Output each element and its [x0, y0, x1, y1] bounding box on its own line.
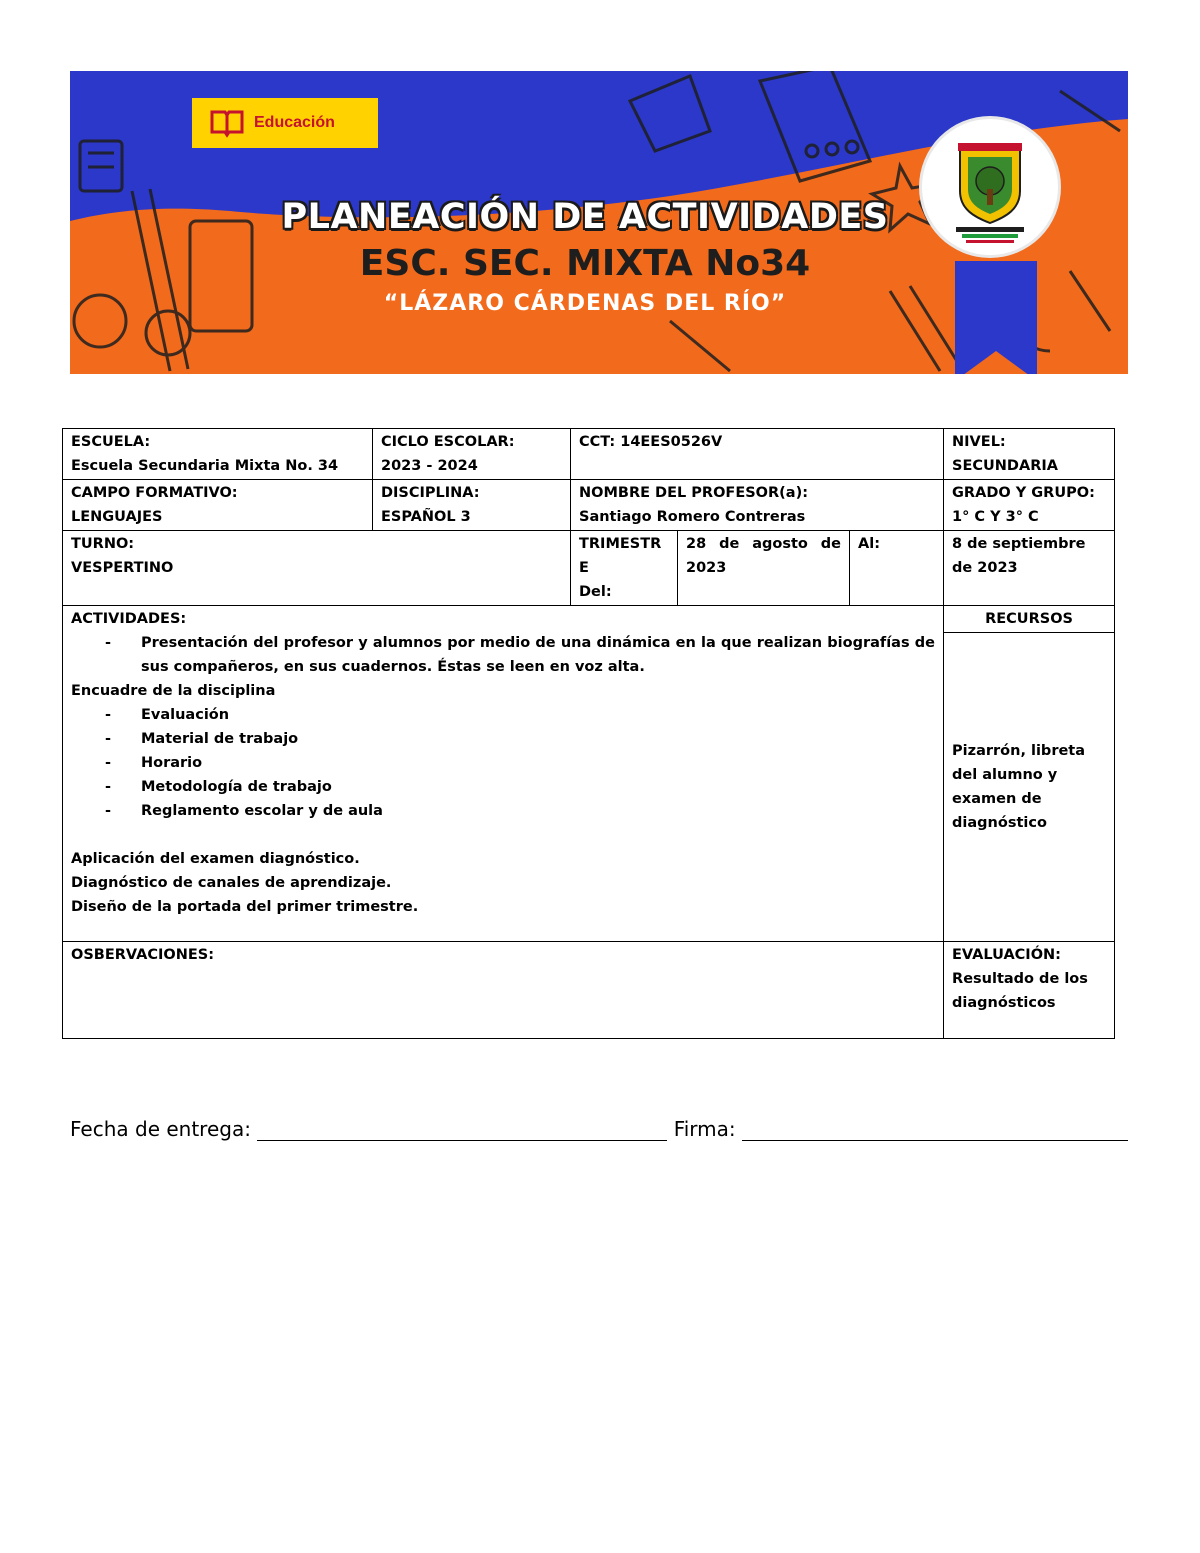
observaciones-label: OSBERVACIONES:: [71, 947, 214, 963]
educacion-badge-label: Educación: [254, 114, 335, 131]
list-item: - Presentación del profesor y alumnos por medio de una dinámica en la que realizan biografías de sus compañeros, en sus cuadernos. Éstas se leen en voz alta.: [71, 631, 935, 679]
trimestre-label-line2: E: [579, 560, 589, 576]
ciclo-label: CICLO ESCOLAR:: [381, 434, 515, 450]
disciplina-label: DISCIPLINA:: [381, 485, 480, 501]
cct-cell: [571, 429, 944, 480]
table-row: [63, 480, 1115, 531]
nivel-cell: [944, 429, 1115, 480]
campo-label: CAMPO FORMATIVO:: [71, 485, 238, 501]
trimestre-label-line1: TRIMESTR: [579, 536, 662, 552]
al-label: Al:: [858, 536, 880, 552]
recursos-label: RECURSOS: [985, 611, 1073, 627]
grado-value: 1° C Y 3° C: [952, 509, 1039, 525]
activity-line: Aplicación del examen diagnóstico.: [71, 851, 360, 867]
campo-value: LENGUAJES: [71, 509, 163, 525]
encuadre-heading: Encuadre de la disciplina: [71, 683, 276, 699]
escuela-label: ESCUELA:: [71, 434, 151, 450]
ciclo-cell: [373, 429, 571, 480]
evaluacion-label: EVALUACIÓN:: [952, 947, 1061, 963]
planning-table: [62, 428, 1115, 1039]
seal-ribbon: [955, 261, 1037, 374]
intro-list: [71, 631, 935, 679]
del-label: Del:: [579, 584, 612, 600]
recursos-cell: [944, 633, 1115, 942]
banner-school-name: ESC. SEC. MIXTA No34: [359, 243, 811, 284]
list-item: - Reglamento escolar y de aula: [71, 799, 935, 823]
recursos-value: Pizarrón, libreta del alumno y examen de diagnóstico: [952, 743, 1086, 831]
profesor-label: NOMBRE DEL PROFESOR(a):: [579, 485, 808, 501]
escuela-value: Escuela Secundaria Mixta No. 34: [71, 458, 339, 474]
educacion-badge: [192, 98, 378, 148]
escuela-cell: [63, 429, 373, 480]
turno-label: TURNO:: [71, 536, 135, 552]
firma-line[interactable]: [742, 1118, 1128, 1141]
al-date-value: 8 de septiembre de 2023: [952, 536, 1086, 576]
evaluacion-cell: [944, 942, 1115, 1039]
nivel-label: NIVEL:: [952, 434, 1006, 450]
disciplina-value: ESPAÑOL 3: [381, 509, 471, 525]
del-date-cell: [678, 531, 850, 606]
ciclo-value: 2023 - 2024: [381, 458, 478, 474]
banner-title: PLANEACIÓN DE ACTIVIDADES: [281, 197, 889, 237]
turno-value: VESPERTINO: [71, 560, 174, 576]
table-row: [63, 531, 1115, 606]
turno-cell: [63, 531, 571, 606]
profesor-cell: [571, 480, 944, 531]
del-date-value: 28 de agosto de 2023: [686, 536, 841, 576]
activity-line: Diagnóstico de canales de aprendizaje.: [71, 875, 392, 891]
cct-value: CCT: 14EES0526V: [579, 434, 723, 450]
evaluacion-value: Resultado de los diagnósticos: [952, 971, 1088, 1011]
observaciones-cell: [63, 942, 944, 1039]
campo-cell: [63, 480, 373, 531]
school-crest-icon: [922, 119, 1058, 255]
recursos-header-cell: [944, 606, 1115, 633]
table-row: [63, 429, 1115, 480]
grado-label: GRADO Y GRUPO:: [952, 485, 1095, 501]
al-cell: [850, 531, 944, 606]
list-item: - Metodología de trabajo: [71, 775, 935, 799]
grado-cell: [944, 480, 1115, 531]
disciplina-cell: [373, 480, 571, 531]
actividades-label: ACTIVIDADES:: [71, 611, 187, 627]
book-icon: [210, 108, 244, 138]
fecha-entrega-line[interactable]: [257, 1118, 667, 1141]
al-date-cell: [944, 531, 1115, 606]
list-item: - Evaluación: [71, 703, 935, 727]
banner-school-subtitle: “LÁZARO CÁRDENAS DEL RÍO”: [383, 291, 787, 316]
firma-label: Firma:: [673, 1117, 736, 1141]
table-row: [63, 942, 1115, 1039]
nivel-value: SECUNDARIA: [952, 458, 1058, 474]
profesor-value: Santiago Romero Contreras: [579, 509, 806, 525]
list-item: - Material de trabajo: [71, 727, 935, 751]
actividades-cell: [63, 606, 944, 942]
list-item: - Horario: [71, 751, 935, 775]
footer-signature: [70, 1117, 1115, 1141]
table-row: [63, 606, 1115, 633]
trimestre-cell: [571, 531, 678, 606]
fecha-entrega-label: Fecha de entrega:: [70, 1117, 251, 1141]
header-banner: [70, 71, 1128, 374]
school-seal: [922, 119, 1058, 255]
encuadre-list: [71, 703, 935, 823]
activity-line: Diseño de la portada del primer trimestre.: [71, 899, 419, 915]
